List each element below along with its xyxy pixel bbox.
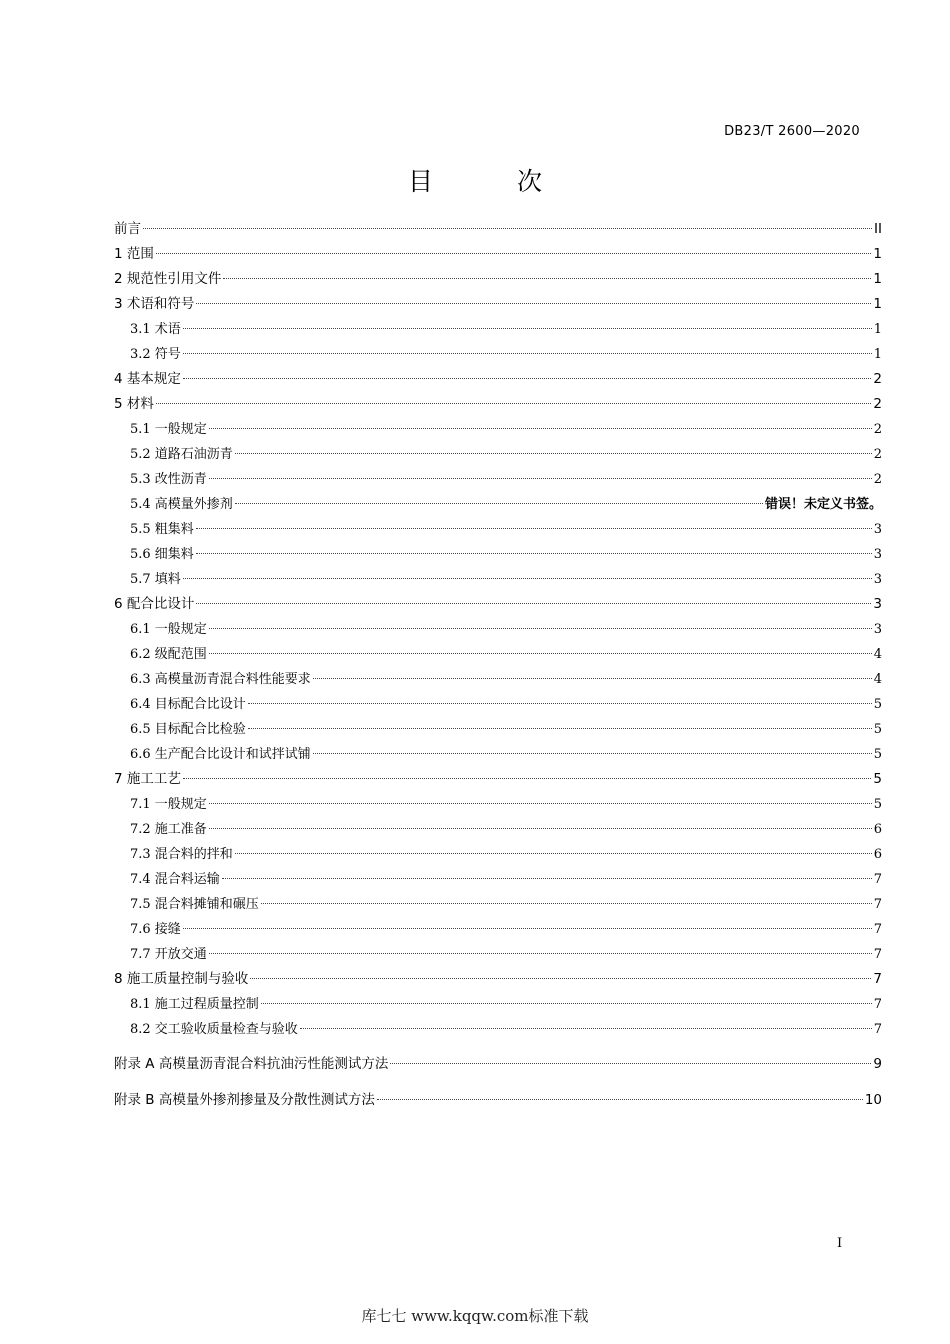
toc-leader-dots bbox=[196, 528, 872, 529]
toc-leader-dots bbox=[156, 403, 872, 404]
toc-leader-dots bbox=[235, 453, 872, 454]
toc-entry-label: 7.1 一般规定 bbox=[130, 797, 207, 812]
toc-entry-page: 5 bbox=[873, 771, 882, 787]
toc-leader-dots bbox=[209, 803, 872, 804]
toc-leader-dots bbox=[143, 228, 872, 229]
toc-entry[interactable] bbox=[114, 867, 882, 892]
toc-entry-label: 3.2 符号 bbox=[130, 347, 181, 362]
toc-entry-page: 1 bbox=[873, 322, 882, 337]
toc-entry[interactable] bbox=[114, 892, 882, 917]
toc-entry-label: 6.1 一般规定 bbox=[130, 622, 207, 637]
toc-entry-label: 7.6 接缝 bbox=[130, 922, 181, 937]
toc-entry-label: 5.1 一般规定 bbox=[130, 422, 207, 437]
toc-entry-page: 7 bbox=[873, 997, 882, 1012]
toc-leader-dots bbox=[248, 728, 872, 729]
toc-entry-page: 5 bbox=[873, 747, 882, 762]
toc-entry-label: 6.4 目标配合比设计 bbox=[130, 697, 246, 712]
toc-leader-dots bbox=[183, 353, 872, 354]
page-number: I bbox=[837, 1236, 843, 1251]
toc-leader-dots bbox=[261, 903, 872, 904]
toc-leader-dots bbox=[196, 603, 871, 604]
toc-entry-label: 5.5 粗集料 bbox=[130, 522, 194, 537]
toc-entry-page: 7 bbox=[873, 897, 882, 912]
toc-entry-page: 1 bbox=[873, 347, 882, 362]
toc-entry[interactable] bbox=[114, 492, 882, 517]
toc-entry-label: 7.3 混合料的拌和 bbox=[130, 847, 233, 862]
toc-entry-label: 3 术语和符号 bbox=[114, 296, 195, 312]
toc-entry-page: 2 bbox=[873, 396, 882, 412]
page-title: 目 次 bbox=[408, 167, 580, 196]
toc-entry[interactable] bbox=[114, 692, 882, 717]
toc-entry-page: 3 bbox=[873, 622, 882, 637]
toc-entry-page: 4 bbox=[873, 672, 882, 687]
toc-leader-dots bbox=[196, 303, 871, 304]
toc-entry[interactable] bbox=[114, 342, 882, 367]
toc-entry-page: 1 bbox=[873, 246, 882, 262]
toc-entry[interactable] bbox=[114, 217, 882, 242]
toc-leader-dots bbox=[261, 1003, 872, 1004]
toc-entry-label: 附录 B 高模量外掺剂掺量及分散性测试方法 bbox=[114, 1092, 375, 1108]
toc-entry-label: 6.6 生产配合比设计和试拌试铺 bbox=[130, 747, 311, 762]
toc-leader-dots bbox=[248, 703, 872, 704]
toc-entry-page: II bbox=[874, 221, 882, 237]
toc-entry-page: 3 bbox=[873, 596, 882, 612]
toc-entry-page: 5 bbox=[873, 697, 882, 712]
toc-entry[interactable] bbox=[114, 417, 882, 442]
toc-entry-label: 5 材料 bbox=[114, 396, 154, 412]
toc-entry-page: 1 bbox=[873, 271, 882, 287]
toc-entry[interactable] bbox=[114, 1082, 882, 1118]
toc-entry[interactable] bbox=[114, 517, 882, 542]
toc-entry[interactable] bbox=[114, 642, 882, 667]
toc-entry-label: 7.2 施工准备 bbox=[130, 822, 207, 837]
toc-leader-dots bbox=[183, 378, 872, 379]
toc-entry-label: 6.5 目标配合比检验 bbox=[130, 722, 246, 737]
toc-entry-label: 4 基本规定 bbox=[114, 371, 181, 387]
toc-leader-dots bbox=[377, 1099, 863, 1100]
toc-leader-dots bbox=[209, 628, 872, 629]
toc-entry-label: 7.5 混合料摊铺和碾压 bbox=[130, 897, 259, 912]
toc-entry-page: 3 bbox=[873, 522, 882, 537]
toc-entry[interactable] bbox=[114, 1017, 882, 1042]
toc-entry[interactable] bbox=[114, 267, 882, 292]
watermark: 库七七 www.kqqw.com标准下载 bbox=[361, 1307, 589, 1325]
toc-entry[interactable] bbox=[114, 917, 882, 942]
toc-entry[interactable] bbox=[114, 967, 882, 992]
toc-entry-label: 6 配合比设计 bbox=[114, 596, 195, 612]
toc-entry[interactable] bbox=[114, 317, 882, 342]
toc-leader-dots bbox=[196, 553, 872, 554]
toc-entry-page: 2 bbox=[873, 371, 882, 387]
toc-leader-dots bbox=[222, 878, 872, 879]
toc-leader-dots bbox=[235, 503, 763, 504]
toc-entry-page: 2 bbox=[873, 447, 882, 462]
toc-leader-dots bbox=[250, 978, 871, 979]
toc-entry[interactable] bbox=[114, 442, 882, 467]
toc-entry[interactable] bbox=[114, 792, 882, 817]
toc-entry[interactable] bbox=[114, 767, 882, 792]
toc-leader-dots bbox=[209, 953, 872, 954]
toc-entry-label: 5.3 改性沥青 bbox=[130, 472, 207, 487]
toc-entry-label: 1 范围 bbox=[114, 246, 154, 262]
toc-leader-dots bbox=[183, 578, 872, 579]
toc-entry-page: 2 bbox=[873, 422, 882, 437]
toc-entry-page: 3 bbox=[873, 547, 882, 562]
toc-leader-dots bbox=[209, 478, 872, 479]
toc-leader-dots bbox=[313, 678, 872, 679]
toc-entry[interactable] bbox=[114, 467, 882, 492]
toc-leader-dots bbox=[300, 1028, 872, 1029]
toc-leader-dots bbox=[209, 653, 872, 654]
table-of-contents bbox=[114, 217, 882, 1118]
toc-entry-label: 2 规范性引用文件 bbox=[114, 271, 222, 287]
toc-entry-label: 8 施工质量控制与验收 bbox=[114, 971, 249, 987]
toc-entry[interactable] bbox=[114, 742, 882, 767]
toc-leader-dots bbox=[223, 278, 871, 279]
toc-entry-page: 5 bbox=[873, 722, 882, 737]
doc-code: DB23/T 2600—2020 bbox=[724, 124, 860, 139]
toc-entry[interactable] bbox=[114, 992, 882, 1017]
toc-entry-error: 错误！未定义书签。 bbox=[764, 497, 882, 512]
toc-entry-label: 8.2 交工验收质量检查与验收 bbox=[130, 1022, 298, 1037]
toc-entry[interactable] bbox=[114, 542, 882, 567]
toc-entry[interactable] bbox=[114, 817, 882, 842]
toc-entry[interactable] bbox=[114, 667, 882, 692]
toc-entry-page: 5 bbox=[873, 797, 882, 812]
toc-entry[interactable] bbox=[114, 717, 882, 742]
toc-entry[interactable] bbox=[114, 367, 882, 392]
toc-entry-page: 2 bbox=[873, 472, 882, 487]
toc-entry[interactable] bbox=[114, 617, 882, 642]
toc-leader-dots bbox=[209, 428, 872, 429]
toc-entry[interactable] bbox=[114, 592, 882, 617]
toc-entry-label: 5.2 道路石油沥青 bbox=[130, 447, 233, 462]
toc-leader-dots bbox=[235, 853, 872, 854]
toc-entry-page: 6 bbox=[873, 847, 882, 862]
toc-entry-page: 7 bbox=[873, 922, 882, 937]
toc-entry-page: 3 bbox=[873, 572, 882, 587]
toc-leader-dots bbox=[209, 828, 872, 829]
toc-entry-label: 7 施工工艺 bbox=[114, 771, 181, 787]
toc-entry-label: 5.4 高模量外掺剂 bbox=[130, 497, 233, 512]
toc-entry[interactable] bbox=[114, 242, 882, 267]
toc-entry-page: 7 bbox=[873, 971, 882, 987]
toc-entry[interactable] bbox=[114, 1046, 882, 1082]
toc-entry-label: 5.7 填料 bbox=[130, 572, 181, 587]
toc-leader-dots bbox=[313, 753, 872, 754]
toc-entry-label: 前言 bbox=[114, 221, 141, 237]
toc-leader-dots bbox=[183, 778, 872, 779]
toc-entry-page: 9 bbox=[873, 1056, 882, 1072]
toc-entry-label: 7.7 开放交通 bbox=[130, 947, 207, 962]
toc-entry[interactable] bbox=[114, 392, 882, 417]
toc-entry-page: 7 bbox=[873, 947, 882, 962]
toc-leader-dots bbox=[183, 328, 872, 329]
toc-entry[interactable] bbox=[114, 292, 882, 317]
toc-entry[interactable] bbox=[114, 567, 882, 592]
toc-entry[interactable] bbox=[114, 942, 882, 967]
toc-entry-label: 8.1 施工过程质量控制 bbox=[130, 997, 259, 1012]
toc-leader-dots bbox=[390, 1063, 871, 1064]
toc-entry-page: 7 bbox=[873, 872, 882, 887]
toc-entry-label: 3.1 术语 bbox=[130, 322, 181, 337]
toc-entry-page: 10 bbox=[864, 1092, 882, 1108]
toc-leader-dots bbox=[183, 928, 872, 929]
toc-entry-page: 1 bbox=[873, 296, 882, 312]
toc-entry-page: 6 bbox=[873, 822, 882, 837]
toc-entry-label: 7.4 混合料运输 bbox=[130, 872, 220, 887]
toc-entry[interactable] bbox=[114, 842, 882, 867]
toc-entry-label: 附录 A 高模量沥青混合料抗油污性能测试方法 bbox=[114, 1056, 389, 1072]
toc-entry-page: 4 bbox=[873, 647, 882, 662]
toc-entry-label: 6.3 高模量沥青混合料性能要求 bbox=[130, 672, 311, 687]
toc-entry-label: 6.2 级配范围 bbox=[130, 647, 207, 662]
toc-entry-page: 7 bbox=[873, 1022, 882, 1037]
toc-entry-label: 5.6 细集料 bbox=[130, 547, 194, 562]
toc-leader-dots bbox=[156, 253, 872, 254]
